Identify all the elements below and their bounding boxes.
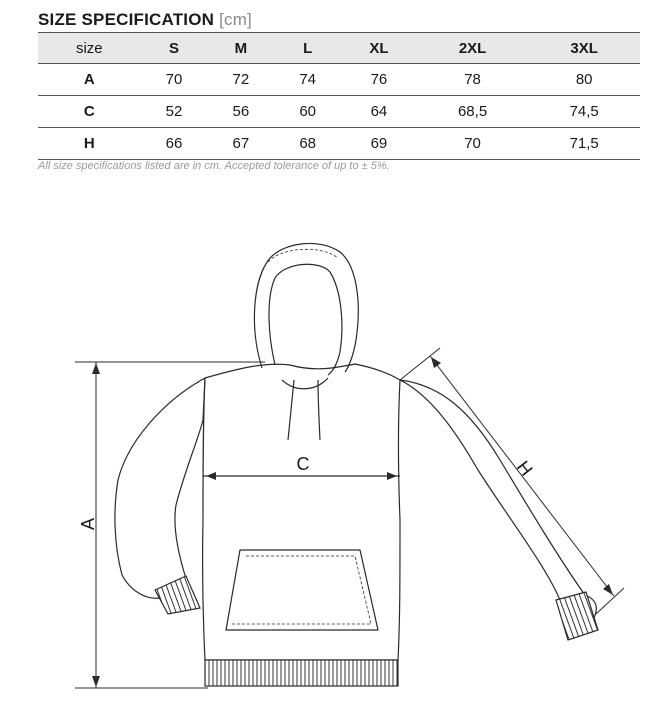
drawstring-right [318, 380, 320, 440]
header-cell: S [141, 33, 208, 64]
table-cell: 68 [274, 128, 341, 160]
title-main: SIZE SPECIFICATION [38, 10, 215, 29]
table-cell: 70 [417, 128, 529, 160]
label-a: A [78, 517, 98, 531]
left-cuff [155, 576, 200, 614]
table-cell: 76 [341, 64, 417, 96]
hood [254, 243, 358, 372]
table-cell: 64 [341, 96, 417, 128]
tolerance-note: All size specifications listed are in cm. Accepted tolerance of up to ± 5%. [38, 160, 390, 172]
table-cell: 60 [274, 96, 341, 128]
header-cell: XL [341, 33, 417, 64]
row-label: H [38, 128, 141, 160]
table-cell: 78 [417, 64, 529, 96]
row-label: A [38, 64, 141, 96]
table-cell: 67 [207, 128, 274, 160]
kangaroo-pocket [226, 550, 378, 630]
table-cell: 52 [141, 96, 208, 128]
left-sleeve [115, 378, 205, 598]
title-unit: [cm] [219, 10, 252, 29]
table-cell: 71,5 [528, 128, 640, 160]
table-cell: 56 [207, 96, 274, 128]
header-cell: M [207, 33, 274, 64]
label-h: H [512, 457, 537, 480]
drawstring-left [288, 380, 294, 440]
right-sleeve [400, 380, 596, 625]
hem-rib [205, 660, 398, 686]
row-label: C [38, 96, 141, 128]
table-cell: 68,5 [417, 96, 529, 128]
header-cell: L [274, 33, 341, 64]
table-cell: 70 [141, 64, 208, 96]
body-outline [203, 364, 400, 660]
table-cell: 72 [207, 64, 274, 96]
header-cell: 2XL [417, 33, 529, 64]
table-cell: 74,5 [528, 96, 640, 128]
table-cell: 74 [274, 64, 341, 96]
table-cell: 69 [341, 128, 417, 160]
table-cell: 80 [528, 64, 640, 96]
header-cell: 3XL [528, 33, 640, 64]
table-cell: 66 [141, 128, 208, 160]
header-cell: size [38, 33, 141, 64]
label-c: C [296, 454, 310, 474]
